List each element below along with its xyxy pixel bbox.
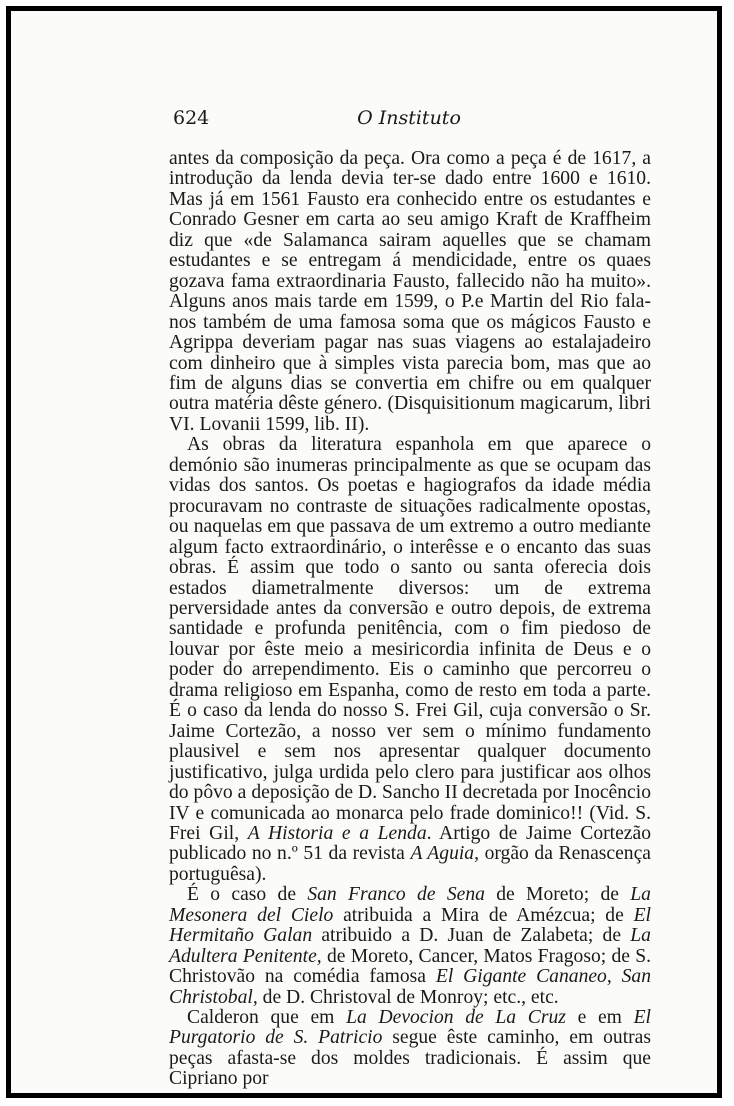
text-run: . Artigo de Jaime Cortezão publicado no n.º 51 da revista bbox=[169, 822, 651, 865]
italic-title: El Purgatorio de S. Patricio bbox=[169, 1007, 651, 1049]
italic-title: A Historia e a Lenda bbox=[247, 822, 427, 844]
text-run: antes da composição da peça. Ora como a peça é de 1617, a introdução da lenda devia ter-se dado entre 1600 e 1610. Mas já em 1561 Fausto era conhecido entre os estudantes e Conrado Gesner em carta ao seu amigo Kraft de Kraffheim diz que «de Salamanca sairam aquelles que se chamam estudantes e se entregam á mendicidade, entre os quaes gozava fama extraordinaria Fausto, fallecido não ha muito». Alguns anos mais tarde em 1599, o P.e Martin del Rio fala-nos também de uma famosa soma que os mágicos Fausto e Agrippa deveriam pagar nas suas viagens ao estalajadeiro com dinheiro que à simples vista parecia bom, mas que ao fim de alguns dias se convertia em chifre ou em qualquer outra matéria dêste género. (Disquisitionum magicarum, libri VI. Lovanii 1599, lib. II). bbox=[169, 148, 651, 435]
text-run: de Moreto, Cancer, Matos Fragoso; de S. Christovão na comédia famosa bbox=[169, 945, 651, 988]
text-run: As obras da literatura espanhola em que aparece o demónio são inumeras principalmente as que se ocupam das vidas dos santos. Os poetas e hagiografos da idade média procuravam no contraste de situações radicalmente opostas, ou naquelas em que passava de um extremo a outro mediante algum facto extraordinário, o interêsse e o encanto das suas obras. É assim que todo o santo ou santa oferecia dois estados diametralmente diversos: um de extrema perversidade antes da conversão e outro depois, de extrema santidade e profunda penitência, com o fim piedoso de louvar por êste meio a mesiricordia infinita de Deus e o poder do arrependimento. Eis o caminho que percorreu o drama religioso em Espanha, como de resto em toda a parte. É o caso da lenda do nosso S. Frei Gil, cuja conversão o Sr. Jaime Cortezão, a nosso ver sem o mínimo fundamento plausivel e sem nos apresentar qualquer documento justificativo, julga urdida pelo clero para justificar aos olhos do pôvo a deposição de D. Sancho II decretada por Inocêncio IV e comunicada ao monarca pelo frade dominico!! (Vid. S. Frei Gil, bbox=[169, 434, 651, 844]
text-run: de D. Christoval de Monroy; etc., etc. bbox=[257, 986, 559, 1008]
italic-title: El Gigante Cananeo, San Christobal, bbox=[169, 966, 651, 1008]
paragraph bbox=[169, 885, 651, 1008]
italic-title: La Adultera Penitente, bbox=[169, 925, 651, 967]
text-run: É o caso de bbox=[187, 884, 308, 906]
text-run: atribuido a D. Juan de Zalabeta; de bbox=[312, 925, 631, 947]
paragraph bbox=[169, 1008, 651, 1090]
page-frame bbox=[6, 6, 722, 1098]
text-run: segue êste caminho, em outras peças afasta-se dos moldes tradicionais. É assim que Cipriano por bbox=[169, 1027, 651, 1090]
italic-title: A Aguia, bbox=[410, 843, 479, 865]
text-run: orgão da Renascença portuguêsa). bbox=[169, 843, 651, 885]
page-number: 624 bbox=[173, 107, 210, 129]
text-run: Calderon que em bbox=[187, 1007, 347, 1029]
page-header bbox=[165, 99, 653, 139]
text-run: de Moreto; de bbox=[484, 884, 631, 906]
text-run: e em bbox=[565, 1007, 634, 1029]
paragraph bbox=[169, 149, 651, 435]
italic-title: La Mesonera del Cielo bbox=[169, 884, 651, 926]
running-title: O Instituto bbox=[357, 107, 461, 129]
text-run: atribuida a Mira de Amézcua; de bbox=[333, 904, 634, 926]
italic-title: San Franco de Sena bbox=[307, 884, 485, 906]
italic-title: La Devocion de La Cruz bbox=[346, 1007, 566, 1029]
body-text bbox=[169, 149, 651, 1090]
paragraph bbox=[169, 435, 651, 885]
italic-title: El Hermitaño Galan bbox=[169, 904, 651, 947]
